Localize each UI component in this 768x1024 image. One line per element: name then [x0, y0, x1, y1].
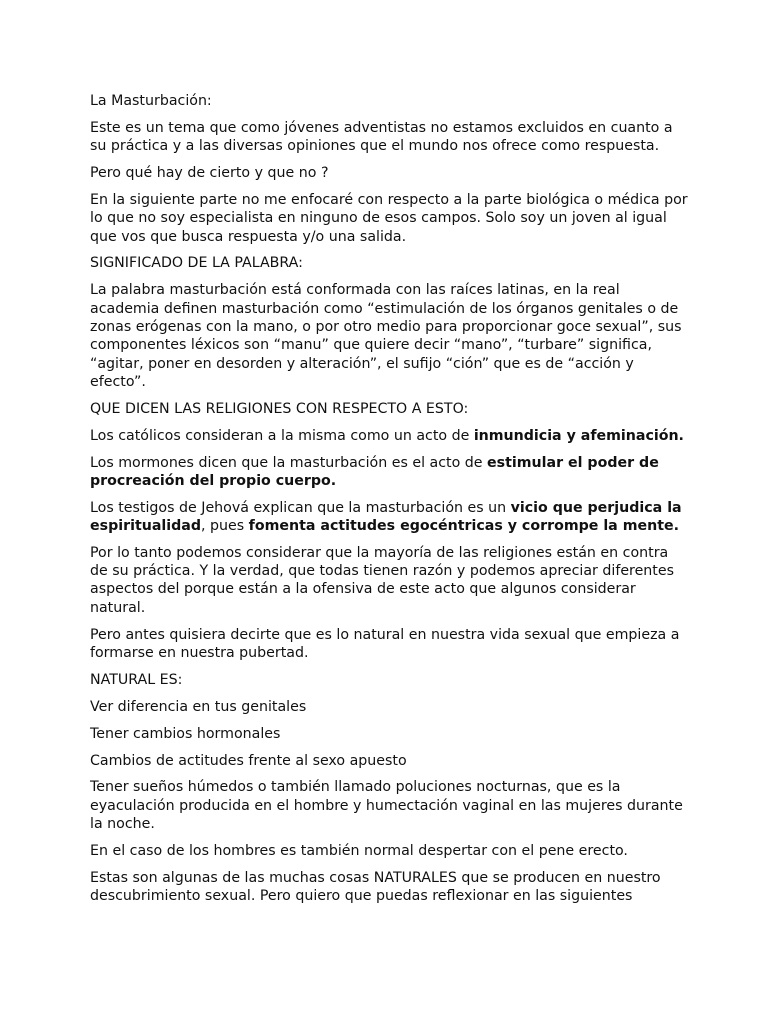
- closing-paragraph: Estas son algunas de las muchas cosas NATURALES que se producen en nuestro descubrimiento sexual. Pero quiero que puedas reflexionar en las siguientes: [90, 869, 661, 905]
- mormons-paragraph: [90, 454, 690, 491]
- witnesses-text-1: Los testigos de Jehová explican que la masturbación es un: [90, 499, 511, 516]
- meaning-paragraph: La palabra masturbación está conformada con las raíces latinas, en la real academia definen masturbación como “estimulación de los órganos genitales o de zonas erógenas con la mano, o por otro medio para proporcionar goce sexual”, sus componentes léxicos son “manu” que quiere decir “mano”, “turbare” significa, “agitar, poner en desorden y alteración”, el sufijo “ción” que es de “acción y efecto”.: [90, 282, 682, 390]
- catholics-emphasis: inmundicia y afeminación.: [473, 427, 684, 444]
- disclaimer-paragraph: En la siguiente parte no me enfocaré con respecto a la parte biológica o médica por lo que no soy especialista en ninguno de esos campos. Solo soy un joven al igual que vos que busca respuesta y/o una salida.: [90, 191, 688, 245]
- natural-item: Tener sueños húmedos o también llamado poluciones nocturnas, que es la eyaculación producida en el hombre y humectación vaginal en las mujeres durante la noche.: [90, 779, 683, 832]
- document-page: [90, 92, 690, 914]
- natural-item: Tener cambios hormonales: [90, 725, 281, 742]
- natural-item: En el caso de los hombres es también normal despertar con el pene erecto.: [90, 842, 628, 859]
- catholics-text: Los católicos consideran a la misma como un acto de: [90, 427, 474, 444]
- mormons-text: Los mormones dicen que la masturbación es el acto de: [90, 454, 488, 471]
- question-paragraph: Pero qué hay de cierto y que no ?: [90, 165, 329, 182]
- witnesses-paragraph: [90, 499, 690, 536]
- natural-item: Cambios de actitudes frente al sexo apuesto: [90, 752, 407, 769]
- religions-heading: QUE DICEN LAS RELIGIONES CON RESPECTO A ESTO:: [90, 400, 469, 417]
- witnesses-emphasis-2: fomenta actitudes egocéntricas y corrompe la mente.: [248, 517, 679, 534]
- intro-paragraph: Este es un tema que como jóvenes adventistas no estamos excluidos en cuanto a su práctica y a las diversas opiniones que el mundo nos ofrece como respuesta.: [90, 119, 673, 155]
- witnesses-text-2: , pues: [201, 517, 249, 534]
- meaning-heading: SIGNIFICADO DE LA PALABRA:: [90, 255, 303, 272]
- natural-item: Ver diferencia en tus genitales: [90, 698, 307, 715]
- transition-paragraph: Pero antes quisiera decirte que es lo natural en nuestra vida sexual que empieza a formarse en nuestra pubertad.: [90, 626, 680, 661]
- witnesses-emphasis-1: vicio que perjudica la espiritualidad: [90, 499, 682, 534]
- conclusion-paragraph: Por lo tanto podemos considerar que la mayoría de las religiones están en contra de su práctica. Y la verdad, que todas tienen razón y podemos apreciar diferentes aspectos del porque están a la ofensiva de este acto que algunos considerar natural.: [90, 544, 674, 616]
- catholics-paragraph: [90, 427, 690, 445]
- natural-heading: NATURAL ES:: [90, 671, 183, 688]
- document-title: La Masturbación:: [90, 93, 212, 109]
- mormons-emphasis: estimular el poder de procreación del propio cuerpo.: [90, 454, 659, 489]
